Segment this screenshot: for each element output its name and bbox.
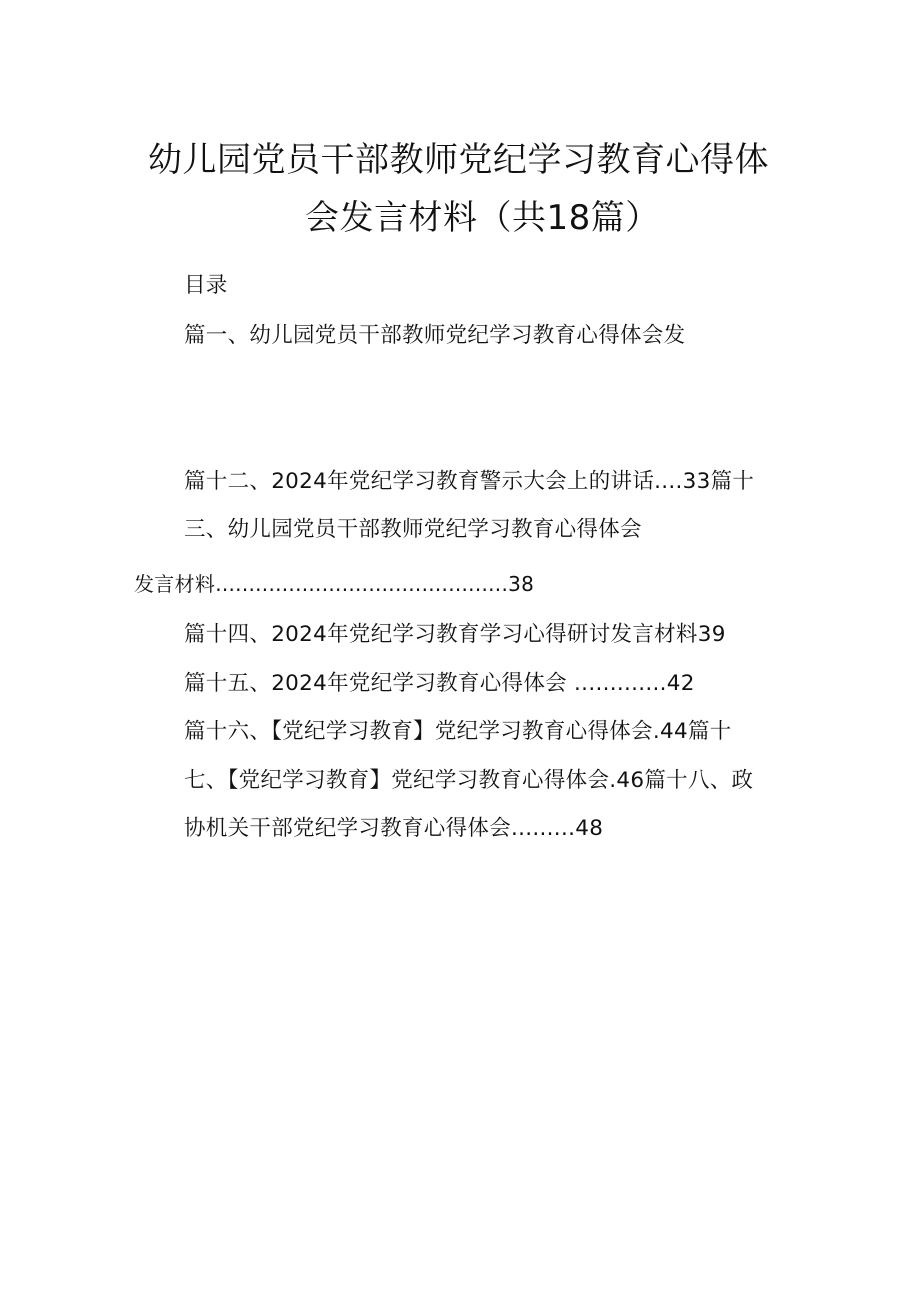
toc-entry: 七、【党纪学习教育】党纪学习教育心得体会.46篇十八、政	[184, 768, 754, 793]
toc-heading: 目录	[184, 273, 228, 298]
toc-entry: 篇一、幼儿园党员干部教师党纪学习教育心得体会发	[184, 323, 686, 348]
toc-entry: 篇十四、2024年党纪学习教育学习心得研讨发言材料39	[184, 622, 726, 647]
toc-entry: 篇十二、2024年党纪学习教育警示大会上的讲话....33篇十	[184, 469, 755, 494]
toc-entry: 篇十六、【党纪学习教育】党纪学习教育心得体会.44篇十	[184, 719, 732, 744]
document-title-line-1: 幼儿园党员干部教师党纪学习教育心得体	[148, 140, 769, 180]
toc-entry: 协机关干部党纪学习教育心得体会.........48	[184, 816, 604, 841]
toc-entry: 三、幼儿园党员干部教师党纪学习教育心得体会	[184, 517, 642, 542]
document-title-line-2: 会发言材料（共18篇）	[305, 198, 660, 238]
toc-entry: 篇十五、2024年党纪学习教育心得体会 .............42	[184, 671, 695, 696]
toc-entry: 发言材料............................................38	[134, 572, 535, 596]
